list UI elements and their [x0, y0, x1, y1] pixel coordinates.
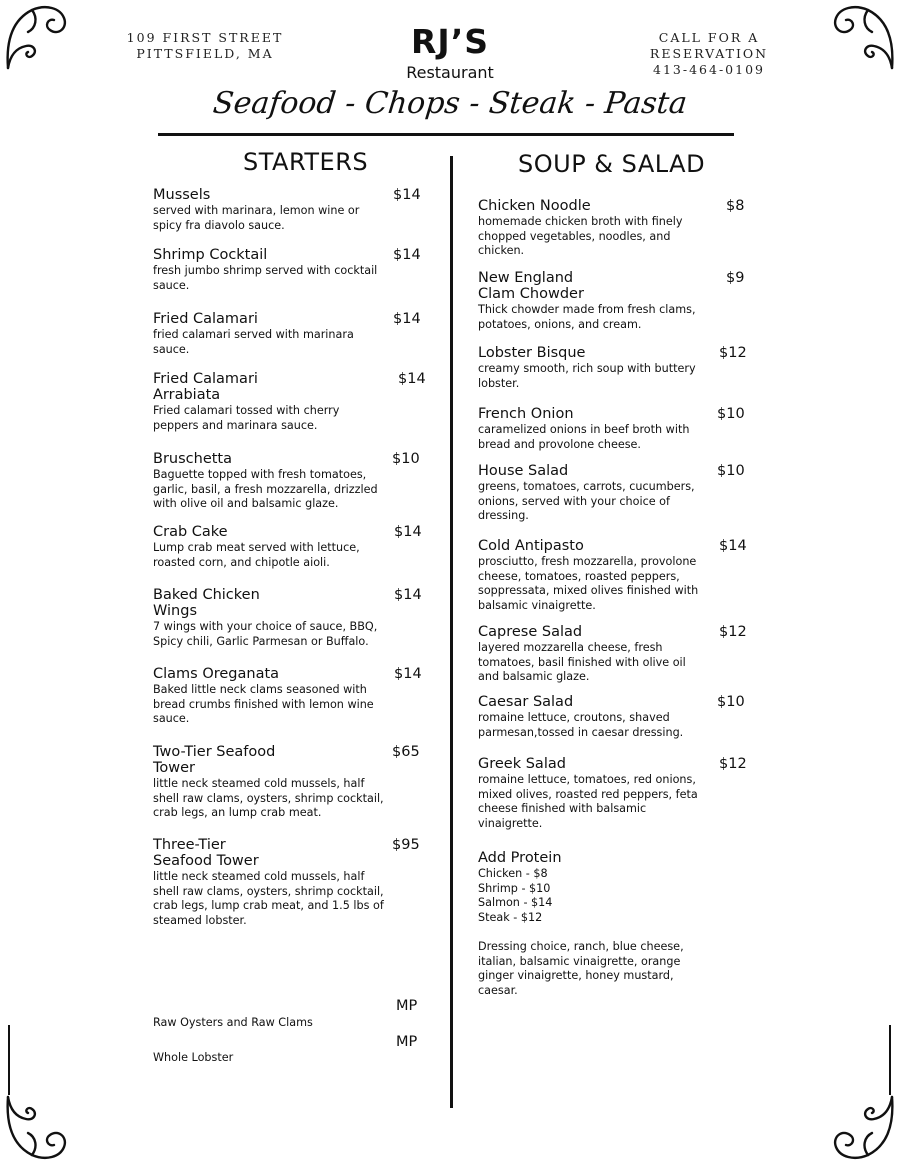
menu-item-price: $10 — [717, 694, 745, 710]
menu-item-name: Cold Antipasto — [478, 538, 584, 554]
menu-item-name: Caesar Salad — [478, 694, 574, 710]
reservation-label: CALL FOR A RESERVATION — [649, 30, 769, 61]
menu-item-description: 7 wings with your choice of sauce, BBQ, Spicy chili, Garlic Parmesan or Buffalo. — [153, 620, 378, 648]
menu-item-description: little neck steamed cold mussels, half shell raw clams, oysters, shrimp cocktail, crab legs, an lump crab meat. — [153, 777, 384, 820]
menu-item — [153, 666, 423, 727]
menu-item-name: Greek Salad — [478, 756, 566, 772]
menu-item-description: homemade chicken broth with finely chopped vegetables, noodles, and chicken. — [478, 215, 683, 258]
menu-item-description: Lump crab meat served with lettuce, roasted corn, and chipotle aioli. — [153, 541, 360, 569]
menu-item-price: $14 — [398, 371, 426, 387]
menu-item — [153, 451, 423, 512]
corner-ornament-top-right — [828, 2, 898, 72]
menu-item-price: $14 — [393, 247, 421, 263]
menu-item — [153, 187, 423, 233]
market-item-2: Whole Lobster — [153, 1051, 234, 1064]
menu-item-description: fried calamari served with marinara sauce. — [153, 328, 354, 356]
corner-ornament-bottom-left — [2, 1093, 72, 1163]
soup-salad-title: SOUP & SALAD — [518, 150, 706, 178]
menu-item-description: greens, tomatoes, carrots, cucumbers, onions, served with your choice of dressing. — [478, 480, 695, 523]
menu-item-price: $8 — [726, 198, 745, 214]
menu-item-description: Fried calamari tossed with cherry peppers and marinara sauce. — [153, 404, 340, 432]
menu-item-name: Mussels — [153, 187, 211, 203]
menu-item — [478, 345, 746, 391]
menu-item-description: romaine lettuce, tomatoes, red onions, mixed olives, roasted red peppers, feta cheese finished with balsamic vinaigrette. — [478, 773, 698, 830]
column-divider — [450, 156, 453, 1108]
menu-item-name: French Onion — [478, 406, 574, 422]
corner-ornament-top-left — [2, 2, 72, 72]
corner-ornament-bottom-right — [828, 1093, 898, 1163]
menu-item-price: $95 — [392, 837, 420, 853]
menu-item — [153, 524, 423, 570]
menu-item-description: romaine lettuce, croutons, shaved parmesan,tossed in caesar dressing. — [478, 711, 684, 739]
menu-item-name: Bruschetta — [153, 451, 232, 467]
address-line1: 109 FIRST STREET — [126, 30, 284, 45]
menu-item-price: $10 — [717, 406, 745, 422]
menu-item-description: layered mozzarella cheese, fresh tomatoes, basil finished with olive oil and balsamic glaze. — [478, 641, 686, 684]
add-protein-list: Chicken - $8 Shrimp - $10 Salmon - $14 Steak - $12 — [478, 867, 553, 924]
menu-item-name: House Salad — [478, 463, 569, 479]
menu-item — [153, 371, 426, 433]
address-line2: PITTSFIELD, MA — [136, 46, 274, 61]
menu-item-description: creamy smooth, rich soup with buttery lobster. — [478, 362, 696, 390]
menu-item — [153, 837, 423, 928]
menu-item-name: Fried Calamari — [153, 311, 258, 327]
side-accent-left — [8, 1025, 10, 1095]
menu-item-name: Baked Chicken Wings — [153, 587, 260, 619]
menu-item-name: Fried Calamari Arrabiata — [153, 371, 258, 403]
menu-item-price: $65 — [392, 744, 420, 760]
menu-item-price: $14 — [394, 587, 422, 603]
menu-item-price: $14 — [394, 524, 422, 540]
menu-item-name: Three-Tier Seafood Tower — [153, 837, 259, 869]
menu-item-description: caramelized onions in beef broth with bread and provolone cheese. — [478, 423, 690, 451]
menu-item-price: $14 — [394, 666, 422, 682]
market-price-1: MP — [396, 998, 418, 1014]
menu-item-description: served with marinara, lemon wine or spicy fra diavolo sauce. — [153, 204, 360, 232]
address — [120, 30, 290, 62]
menu-item — [478, 198, 746, 259]
restaurant-brand — [350, 22, 550, 83]
market-price-2: MP — [396, 1034, 418, 1050]
tagline: Seafood - Chops - Steak - Pasta — [211, 86, 689, 121]
add-protein — [478, 850, 562, 925]
menu-item — [478, 406, 746, 452]
side-accent-right — [889, 1025, 891, 1095]
header-divider — [158, 133, 734, 136]
menu-item — [153, 247, 423, 293]
menu-item-name: Lobster Bisque — [478, 345, 586, 361]
menu-item-price: $12 — [719, 756, 747, 772]
menu-item-description: fresh jumbo shrimp served with cocktail sauce. — [153, 264, 378, 292]
market-item-1: Raw Oysters and Raw Clams — [153, 1016, 313, 1029]
starters-title: STARTERS — [243, 148, 369, 176]
menu-item-price: $12 — [719, 624, 747, 640]
menu-item — [478, 694, 746, 740]
menu-item-description: Thick chowder made from fresh clams, potatoes, onions, and cream. — [478, 303, 696, 331]
menu-item — [478, 756, 746, 831]
menu-item — [153, 311, 423, 357]
dressing-choices: Dressing choice, ranch, blue cheese, italian, balsamic vinaigrette, orange ginger vinaigrette, honey mustard, caesar. — [478, 940, 684, 997]
menu-item-name: Caprese Salad — [478, 624, 583, 640]
menu-item-name: Chicken Noodle — [478, 198, 591, 214]
menu-item-description: Baguette topped with fresh tomatoes, garlic, basil, a fresh mozzarella, drizzled with olive oil and balsamic glaze. — [153, 468, 378, 511]
menu-item-name: Clams Oreganata — [153, 666, 280, 682]
menu-item-name: Two-Tier Seafood Tower — [153, 744, 276, 776]
menu-item — [478, 624, 746, 685]
add-protein-title: Add Protein — [478, 850, 562, 866]
menu-item-price: $14 — [393, 187, 421, 203]
menu-item-name: Crab Cake — [153, 524, 228, 540]
restaurant-name: RJ’S — [411, 22, 489, 61]
menu-item — [478, 463, 746, 524]
menu-item-price: $12 — [719, 345, 747, 361]
menu-item-price: $14 — [393, 311, 421, 327]
menu-item-name: Shrimp Cocktail — [153, 247, 268, 263]
menu-item — [478, 270, 746, 332]
phone-number: 413-464-0109 — [653, 62, 765, 77]
menu-item-price: $9 — [726, 270, 745, 286]
menu-item — [478, 538, 746, 613]
restaurant-subtitle: Restaurant — [406, 63, 494, 82]
menu-item-price: $10 — [717, 463, 745, 479]
menu-item-price: $14 — [719, 538, 747, 554]
menu-item-name: New England Clam Chowder — [478, 270, 584, 302]
menu-item-description: prosciutto, fresh mozzarella, provolone cheese, tomatoes, roasted peppers, soppressata, mixed olives finished with balsamic vinaigrette. — [478, 555, 699, 612]
menu-item-price: $10 — [392, 451, 420, 467]
menu-item-description: Baked little neck clams seasoned with bread crumbs finished with lemon wine sauce. — [153, 683, 374, 726]
menu-item — [153, 744, 423, 821]
reservation-info — [606, 30, 812, 78]
menu-item — [153, 587, 423, 649]
menu-item-description: little neck steamed cold mussels, half shell raw clams, oysters, shrimp cocktail, crab legs, lump crab meat, and 1.5 lbs of steamed lobster. — [153, 870, 384, 927]
